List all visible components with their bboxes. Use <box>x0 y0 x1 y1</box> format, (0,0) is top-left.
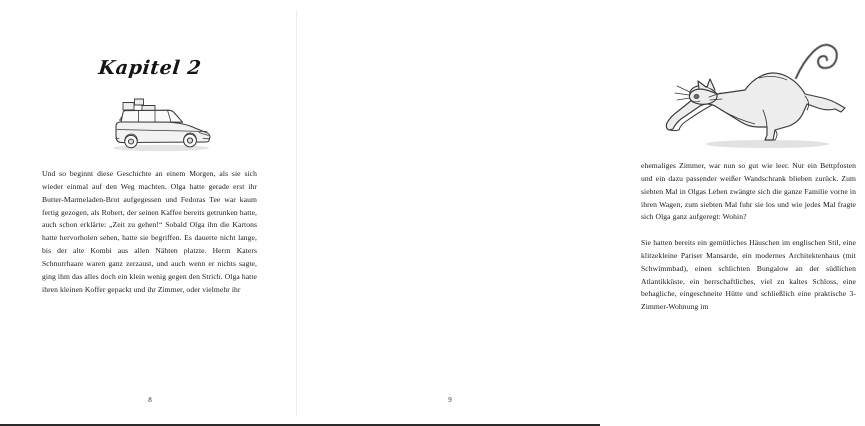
right-page-body-text <box>641 160 856 314</box>
left-page-body-text <box>42 168 257 296</box>
right-page <box>300 0 856 426</box>
page-number-left: 8 <box>148 396 152 404</box>
paragraph: Und so beginnt diese Geschichte an einem Morgen, als sie sich wieder einmal auf den Weg machten. Olga hatte gerade erst ihr Butter-Marmeladen-Brot aufgegessen und Fedoras Tee war kaum fertig gezogen, als Robert, der seinen Kaffee bereits getrunken hatte, auch schon erklärte: „Zeit zu gehen!“ Sobald Olga ihn die Kartons hatte hervorholen sehen, hatte sie begriffen. Es dauerte nicht lange, bis der alte Kombi aus allen Nähten platzte. Herrn Katers Schnurrhaare waren ganz zerzaust, und auch wenn er nichts sagte, ging ihm das alles doch ein klein wenig gegen den Strich. Olga hatte ihren kleinen Koffer gepackt und ihr Zimmer, oder vielmehr ihr <box>42 169 257 294</box>
chapter-title: Kapitel 2 <box>97 57 203 79</box>
left-page <box>0 0 300 426</box>
paragraph: Sie hatten bereits ein gemütliches Häuschen im englischen Stil, eine klitzekleine Pariser Mansarde, ein modernes Architektenhaus (mit Schwimmbad), einen schlichten Bungalow an der südlichen Atlantikküste, ein herrschaftliches, viel zu kaltes Schloss, eine behagliche, eingeschneite Hütte und schließlich eine praktische 3-Zimmer-Wohnung im <box>641 238 856 312</box>
page-number-right: 9 <box>448 396 452 404</box>
station-wagon-illustration <box>95 92 225 154</box>
paragraph: ehemaliges Zimmer, war nun so gut wie leer. Nur ein Bettpfosten und ein dazu passender weißer Wandschrank blieben zurück. Zum siebten Mal in Olgas Leben zwängte sich die ganze Familie vorne in ihren Wagen, zum siebten Mal fuhr sie los und wie jedes Mal fragte sich Olga ganz aufgeregt: Wohin? <box>641 161 856 222</box>
stretching-cat-illustration <box>655 40 865 156</box>
